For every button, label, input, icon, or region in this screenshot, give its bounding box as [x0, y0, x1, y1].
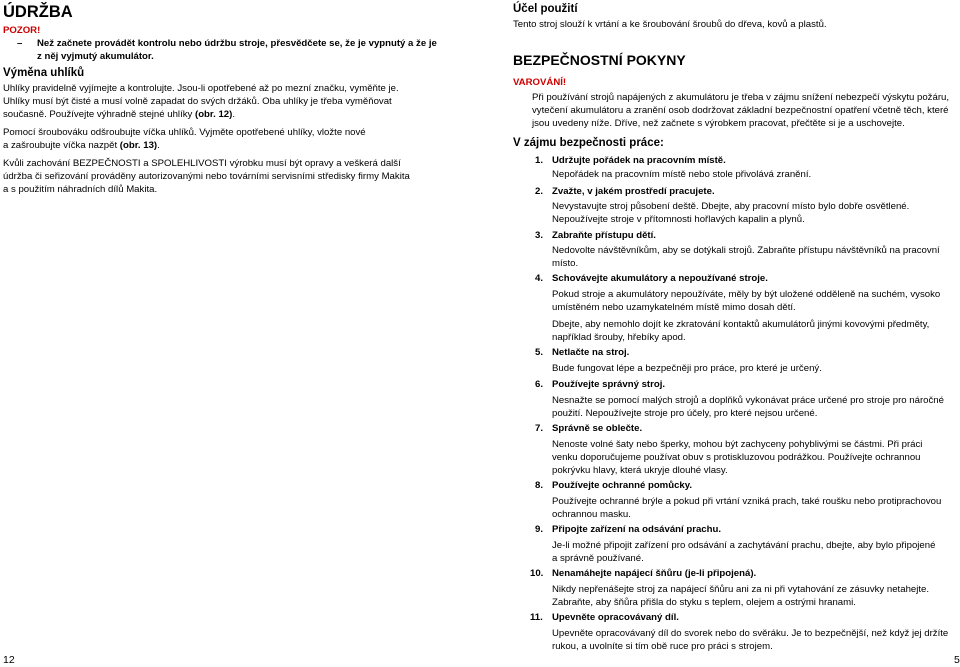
item-number: 3.: [535, 230, 544, 241]
item-title: Používejte ochranné pomůcky.: [552, 480, 693, 491]
maintenance-title: ÚDRŽBA: [3, 3, 73, 21]
item-text: použití. Nepoužívejte stroje pro účely, pro které nejsou určené.: [552, 408, 818, 419]
item-title: Připojte zařízení na odsávání prachu.: [552, 524, 722, 535]
figure-reference: (obr. 13): [119, 140, 158, 151]
item-text: místo.: [552, 258, 579, 269]
item-title: Správně se oblečte.: [552, 423, 643, 434]
service-text-line: a s použitím náhradních dílů Makita.: [3, 184, 158, 195]
item-number: 6.: [535, 379, 544, 390]
warning-line: vytečení akumulátoru a zranění osob dodržovat základní bezpečnostní opatření včetně těch, které: [532, 105, 949, 116]
item-text: Používejte ochranné brýle a pokud při vrtání vzniká prach, také roušku nebo protiprachovou: [552, 496, 942, 507]
item-number: 5.: [535, 347, 544, 358]
item-text: Bude fungovat lépe a bezpečněji pro práce, pro které je určený.: [552, 363, 822, 374]
item-title: Upevněte opracovávaný díl.: [552, 612, 679, 623]
item-text: například šrouby, hřebíky apod.: [552, 332, 686, 343]
service-text-line: údržba či seřizování prováděny autorizovanými nebo továrními servisními středisky firmy Makita: [3, 171, 410, 182]
item-number: 7.: [535, 423, 544, 434]
maintenance-text-line: Uhlíky musí být čisté a musí volně zapadat do svých držáků. Oba uhlíky je třeba vyměňovat: [3, 96, 392, 107]
item-title: Zabraňte přístupu dětí.: [552, 230, 656, 241]
warning-line: z něj vyjmutý akumulátor.: [37, 51, 154, 62]
item-number: 2.: [535, 186, 544, 197]
item-text: Nepořádek na pracovním místě nebo stole přivolává zranění.: [552, 169, 812, 180]
item-title: Zvažte, v jakém prostředí pracujete.: [552, 186, 715, 197]
item-text: Nesnažte se pomocí malých strojů a doplňků vykonávat práce určené pro stroje pro náročné: [552, 395, 944, 406]
maintenance-text-line: Pomocí šroubováku odšroubujte víčka uhlíků. Vyjměte opotřebené uhlíky, vložte nové: [3, 127, 366, 138]
warning-line: Při používání strojů napájených z akumulátoru je třeba v zájmu snížení nebezpečí výskytu požáru,: [532, 92, 950, 103]
item-text: rukou, a uvolníte si tím obě ruce pro práci s strojem.: [552, 641, 773, 652]
safety-heading: BEZPEČNOSTNÍ POKYNY: [513, 52, 686, 68]
item-title: Používejte správný stroj.: [552, 379, 666, 390]
purpose-text: Tento stroj slouží k vrtání a ke šroubování šroubů do dřeva, kovů a plastů.: [513, 19, 827, 30]
item-number: 4.: [535, 273, 544, 284]
item-number: 11.: [530, 612, 543, 623]
item-text: venku doporučujeme používat obuv s protiskluzovou podrážkou. Používejte ochrannou: [552, 452, 921, 463]
item-text: Nepoužívejte stroje v přítomnosti hořlavých kapalin a plynů.: [552, 214, 805, 225]
warning-dash: –: [17, 38, 23, 49]
warning-label: VAROVÁNÍ!: [513, 77, 567, 88]
item-text: Je-li možné připojit zařízení pro odsávání a zachytávání prachu, dbejte, aby bylo připojené: [552, 540, 936, 551]
item-number: 9.: [535, 524, 544, 535]
page-number-left: 12: [3, 654, 15, 666]
item-title: Udržujte pořádek na pracovním místě.: [552, 155, 726, 166]
item-title: Schovávejte akumulátory a nepoužívané stroje.: [552, 273, 768, 284]
maintenance-text-line: a zašroubujte víčka nazpět (obr. 13).: [3, 140, 160, 151]
safety-subheading: V zájmu bezpečnosti práce:: [513, 137, 664, 149]
page-number-right: 5: [954, 654, 960, 666]
maintenance-text-line: současně. Používejte výhradně stejné uhlíky (obr. 12).: [3, 109, 235, 120]
item-text: ochrannou masku.: [552, 509, 631, 520]
item-text: Zabraňte, aby šňůra přišla do styku s teplem, olejem a ostrými hranami.: [552, 597, 856, 608]
purpose-heading: Účel použití: [513, 3, 578, 15]
item-title: Netlačte na stroj.: [552, 347, 630, 358]
item-title: Nenamáhejte napájecí šňůru (je-li připojená).: [552, 568, 757, 579]
figure-reference: (obr. 12): [195, 109, 233, 120]
warning-label: POZOR!: [3, 25, 41, 36]
item-text: pokrývku hlavy, která ukryje dlouhé vlasy.: [552, 465, 728, 476]
item-number: 8.: [535, 480, 544, 491]
item-number: 10.: [530, 568, 544, 579]
service-text-line: Kvůli zachování BEZPEČNOSTI a SPOLEHLIVOSTI výrobku musí být opravy a veškerá další: [3, 158, 401, 169]
brushes-heading: Výměna uhlíků: [3, 67, 85, 79]
item-text: Pokud stroje a akumulátory nepoužíváte, měly by být uložené odděleně na suchém, vysoko: [552, 289, 941, 300]
warning-line: Než začnete provádět kontrolu nebo údržbu stroje, přesvědčete se, že je vypnutý a že je: [37, 38, 437, 49]
item-text: umístěném nebo uzamykatelném místě mimo dosah dětí.: [552, 302, 796, 313]
warning-line: jsou uvedeny níže. Dříve, než začnete s výrobkem pracovat, přečtěte si je a uschovejte.: [532, 118, 905, 129]
item-text: Nevystavujte stroj působení deště. Dbejte, aby pracovní místo bylo dobře osvětlené.: [552, 201, 910, 212]
item-text: Upevněte opracovávaný díl do svorek nebo do svěráku. Je to bezpečnější, než když jej držíte: [552, 628, 949, 639]
item-text: Nedovolte návštěvníkům, aby se dotýkali strojů. Zabraňte přístupu návštěvníků na pracovní: [552, 245, 940, 256]
item-text: Nenoste volné šaty nebo šperky, mohou být zachyceny pohyblivými se částmi. Při práci: [552, 439, 923, 450]
item-text: Nikdy nepřenášejte stroj za napájecí šňůru ani za ni při vytahování ze zásuvky netahejte.: [552, 584, 930, 595]
right-page: [513, 0, 960, 667]
left-page: [3, 0, 437, 667]
maintenance-text-line: Uhlíky pravidelně vyjímejte a kontrolujte. Jsou-li opotřebené až po mezní značku, vyměňte je.: [3, 83, 399, 94]
item-text: a správně používané.: [552, 553, 644, 564]
item-text: Dbejte, aby nemohlo dojít ke zkratování kontaktů akumulátorů jinými kovovými předměty,: [552, 319, 930, 330]
item-number: 1.: [535, 155, 544, 166]
